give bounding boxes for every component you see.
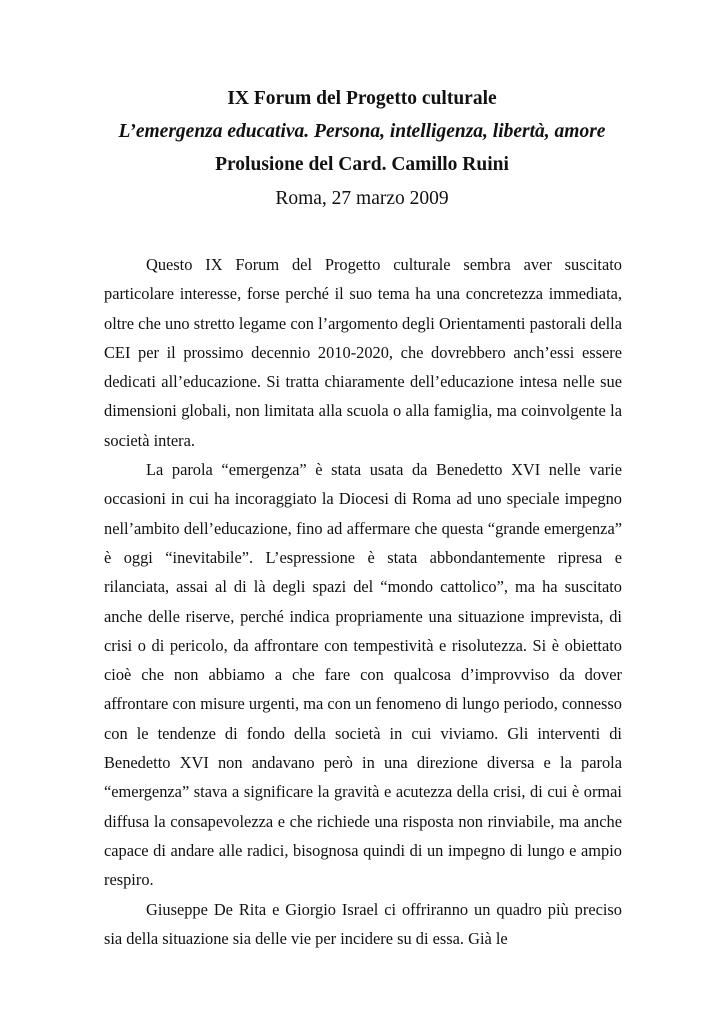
author-line: Prolusione del Card. Camillo Ruini bbox=[215, 154, 509, 175]
body-paragraph: Questo IX Forum del Progetto culturale sembra aver suscitato particolare interesse, forse perché il suo tema ha una concretezza immediata, oltre che uno stretto legame con l’argomento degli Orientamenti pastorali della CEI per il prossimo decennio 2010-2020, che dovrebbero anch’essi essere dedicati all’educazione. Si tratta chiaramente dell’educazione intesa nelle sue dimensioni globali, non limitata alla scuola o alla famiglia, ma coinvolgente la società intera. bbox=[104, 255, 622, 450]
document-title: IX Forum del Progetto culturale bbox=[227, 88, 497, 109]
body-paragraph: Giuseppe De Rita e Giorgio Israel ci offriranno un quadro più preciso sia della situazione sia delle vie per incidere su di essa. Già le bbox=[104, 899, 622, 948]
body-paragraph: La parola “emergenza” è stata usata da Benedetto XVI nelle varie occasioni in cui ha incoraggiato la Diocesi di Roma ad uno speciale impegno nell’ambito dell’educazione, fino ad affermare che questa “grande emergenza” è oggi “inevitabile”. L’espressione è stata abbondantemente ripresa e rilanciata, assai al di là degli spazi del “mondo cattolico”, ma ha suscitato anche delle riserve, perché indica propriamente una situazione imprevista, di crisi o di pericolo, da affrontare con tempestività e risolutezza. Si è obiettato cioè che non abbiamo a che fare con qualcosa d’improvviso da dover affrontare con misure urgenti, ma con un fenomeno di lungo periodo, connesso con le tendenze di fondo della società in cui viviamo. Gli interventi di Benedetto XVI non andavano però in una direzione diversa e la parola “emergenza” stava a significare la gravità e acutezza della crisi, di cui è ormai diffusa la consapevolezza e che richiede una risposta non rinviabile, ma anche capace di andare alle radici, bisognosa quindi di un impegno di lungo e ampio respiro. bbox=[104, 460, 622, 890]
document-subtitle: L’emergenza educativa. Persona, intelligenza, libertà, amore bbox=[118, 121, 606, 142]
place-date: Roma, 27 marzo 2009 bbox=[275, 188, 449, 209]
document-body bbox=[104, 250, 622, 953]
